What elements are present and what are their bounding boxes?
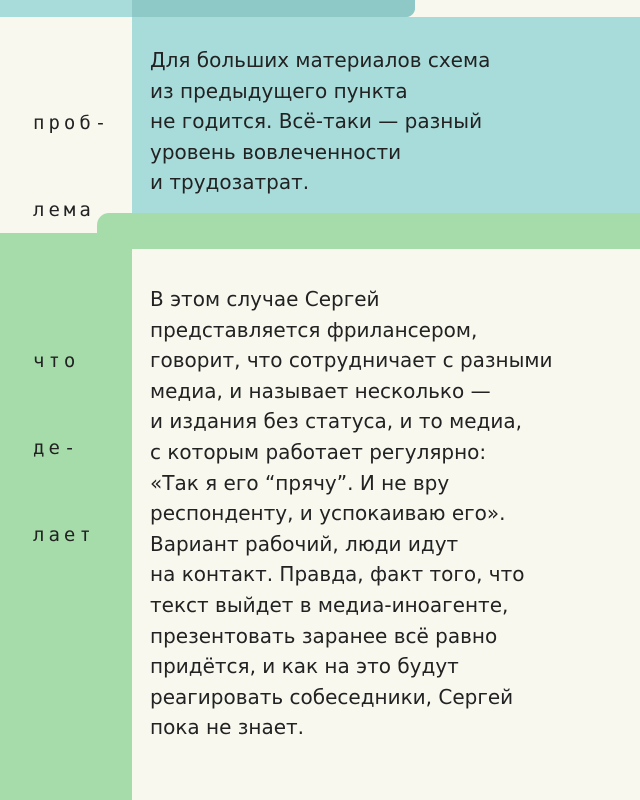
action-text-line: и издания без статуса, и то медиа, <box>150 409 522 434</box>
action-text-line: «Так я его “прячу”. И не вру <box>150 470 450 495</box>
action-text-line: медиа, и называет несколько — <box>150 378 491 403</box>
action-text-line: пока не знает. <box>150 715 305 740</box>
teal-top-strip <box>132 0 415 17</box>
problem-label <box>33 51 110 283</box>
problem-text-line: не годится. Всё-таки — разный <box>150 109 483 134</box>
problem-label-line: проб- <box>33 112 111 134</box>
action-text-line: придётся, и как на это будут <box>150 654 459 679</box>
action-text-line: с которым работает регулярно: <box>150 439 487 464</box>
action-label <box>33 289 95 608</box>
problem-text-line: и трудозатрат. <box>150 170 310 195</box>
action-text-line: В этом случае Сергей <box>150 287 380 311</box>
action-label-line: де- <box>33 437 80 459</box>
action-text-line: респонденту, и успокаиваю его». <box>150 501 506 526</box>
action-text-line: текст выйдет в медиа-иноагенте, <box>150 592 509 617</box>
action-text-line: презентовать заранее всё равно <box>150 623 498 648</box>
problem-text-line: из предыдущего пункта <box>150 78 408 103</box>
problem-label-line: лема <box>33 199 95 221</box>
green-connector-band <box>97 213 640 249</box>
action-text-line: говорит, что сотрудничает с разными <box>150 348 553 373</box>
action-text-line: представляется фрилансером, <box>150 317 478 342</box>
action-text-line: Вариант рабочий, люди идут <box>150 531 459 556</box>
action-text <box>150 284 625 743</box>
action-label-line: лает <box>33 524 95 546</box>
problem-text-line: Для больших материалов схема <box>150 48 491 72</box>
problem-text <box>150 45 620 198</box>
action-text-line: на контакт. Правда, факт того, что <box>150 562 525 587</box>
problem-text-line: уровень вовлеченности <box>150 139 402 164</box>
action-text-line: реагировать собеседники, Сергей <box>150 684 514 709</box>
action-label-line: что <box>33 350 80 372</box>
